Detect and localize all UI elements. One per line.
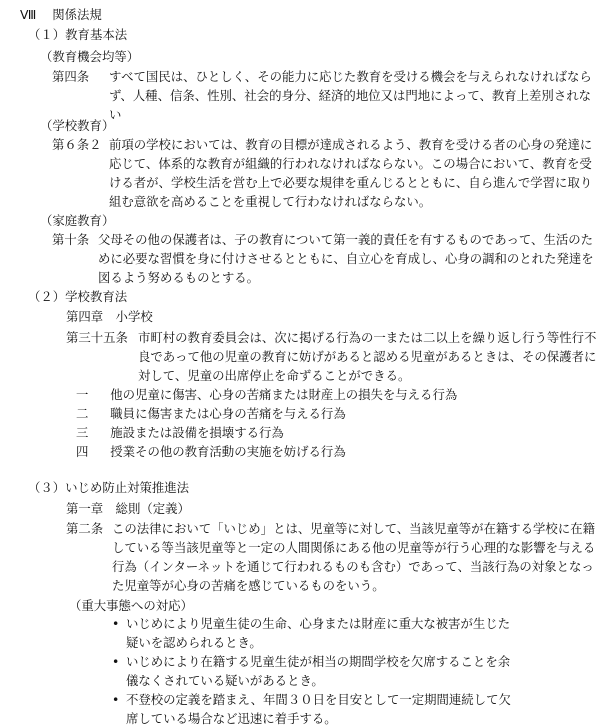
article-label: 第三十五条 [66, 330, 128, 345]
article-text: すべて国民は、ひとしく、その能力に応じた教育を受ける機会を与えられなければならず、人種、信条、性別、社会的身分、経済的地位又は門地によって、教育上差別されない [109, 69, 592, 122]
bullet-list [112, 614, 522, 728]
section-1-heading: （１）教育基本法 [28, 27, 128, 42]
article-text: 父母その他の保護者は、子の教育について第一義的責任を有するものであって、生活のために必要な習慣を身に付けさせるとともに、自立心を育成し、心身の調和のとれた発達を図るよう努めるものとする。 [98, 232, 594, 285]
section-2-heading: （２）学校教育法 [28, 289, 128, 304]
section-1-subheading-3: （家庭教育） [40, 213, 115, 228]
section-2-chapter: 第四章 小学校 [66, 309, 153, 324]
bullet-icon: • [112, 654, 120, 669]
bullet-icon: • [112, 616, 120, 631]
item-number: 三 [76, 425, 89, 440]
chapter-title: 関係法規 [52, 7, 102, 22]
bullet-icon: • [112, 692, 120, 707]
list-item [112, 614, 522, 652]
item-text: 職員に傷害または心身の苦痛を与える行為 [110, 406, 346, 421]
list-item [112, 690, 522, 728]
chapter-number: Ⅷ [20, 7, 37, 22]
list-item [112, 652, 522, 690]
item-number: 一 [76, 387, 89, 402]
item-number: 二 [76, 406, 89, 421]
section-3-subheading: （重大事態への対応） [69, 598, 193, 613]
list-item [76, 385, 457, 404]
bullet-text: いじめにより児童生徒の生命、心身または財産に重大な被害が生じた疑いを認められるとき。 [126, 616, 511, 650]
article-text: 前項の学校においては、教育の目標が達成されるよう、教育を受ける者の心身の発達に応じて、体系的な教育が組織的行われなければならない。この場合において、教育を受ける者が、学校生活を営む上で必要な規律を重んじるとともに、自ら進んで学習に取り組む意欲を高めることを重視して行わなければならない。 [109, 137, 593, 209]
article-label: 第６条２ [52, 137, 102, 152]
item-text: 施設または設備を損壊する行為 [110, 425, 284, 440]
chapter-heading [20, 5, 102, 24]
item-number: 四 [76, 444, 89, 459]
bullet-text: いじめにより在籍する児童生徒が相当の期間学校を欠席することを余儀なくされている疑いがあるとき。 [126, 654, 511, 688]
bullet-text: 不登校の定義を踏まえ、年間３０日を目安として一定期間連続して欠席している場合など迅速に着手する。 [126, 692, 511, 726]
list-item [76, 442, 346, 461]
section-3-chapter: 第一章 総則（定義） [66, 501, 190, 516]
article-text: この法律において「いじめ」とは、児童等に対して、当該児童等が在籍する学校に在籍している等当該児童等と一定の人間関係にある他の児童等が行う心理的な影響を与える行為（インターネットを通じて行われるものも含む）であって、当該行為の対象となった児童等が心身の苦痛を感じているものをいう。 [112, 521, 596, 593]
list-item [76, 423, 284, 442]
item-text: 他の児童に傷害、心身の苦痛または財産上の損失を与える行為 [110, 387, 458, 402]
article-label: 第四条 [52, 69, 90, 84]
section-1-subheading-2: （学校教育） [40, 118, 115, 133]
article-label: 第二条 [66, 521, 104, 536]
item-text: 授業その他の教育活動の実施を妨げる行為 [110, 444, 346, 459]
article-text: 市町村の教育委員会は、次に掲げる行為の一または二以上を繰り返し行う等性行不良であって他の児童の教育に妨げがあると認める児童があるときは、その保護者に対して、児童の出席停止を命ずることができる。 [138, 330, 597, 383]
list-item [76, 404, 346, 423]
section-3-heading: （３）いじめ防止対策推進法 [28, 480, 190, 495]
section-1-subheading-1: （教育機会均等） [40, 49, 140, 64]
article-label: 第十条 [52, 232, 90, 247]
